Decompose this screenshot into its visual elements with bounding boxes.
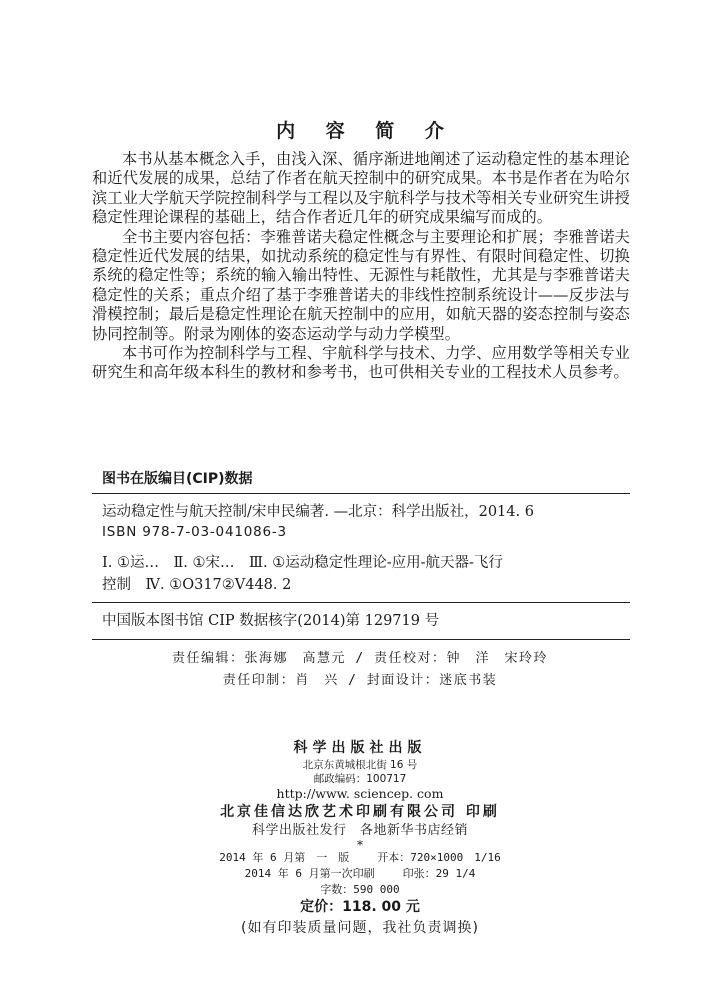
printing-row: [0, 866, 720, 882]
publisher-postcode: 邮政编码：100717: [313, 773, 407, 785]
summary-section: [92, 150, 630, 383]
cip-top-rule: [92, 493, 630, 494]
editors-line: 责任编辑：张海娜 高慧元 / 责任校对：钟 洋 宋玲玲: [172, 651, 548, 666]
summary-paragraph: 本书从基本概念入手，由浅入深、循序渐进地阐述了运动稳定性的基本理论和近代发展的成果，总结了作者在航天控制中的研究成果。本书是作者在为哈尔滨工业大学航天学院控制科学与工程以及宇航科学与技术等相关专业研究生讲授稳定性理论课程的基础上，结合作者近几年的研究成果编写而成的。: [92, 150, 630, 227]
summary-paragraph: 本书可作为控制科学与工程、宇航科学与技术、力学、应用数学等相关专业研究生和高年级本科生的教材和参考书，也可供相关专业的工程技术人员参考。: [92, 344, 630, 382]
book-format: 开本：720×1000 1/16: [377, 851, 501, 864]
page-title: 内 容 简 介: [276, 120, 456, 142]
cip-heading: 图书在版编目(CIP)数据: [102, 471, 253, 487]
price-line: 定价：118. 00 元: [300, 899, 420, 915]
separator-star: *: [357, 838, 363, 852]
print-sheets: 印张：29 1/4: [402, 867, 476, 880]
edition-date-first: 2014 年 6 月第 一 版: [219, 851, 350, 864]
edition-row: [0, 850, 720, 866]
cip-catalog-line: 运动稳定性与航天控制/宋申民编著. —北京：科学出版社，2014. 6: [102, 504, 534, 520]
quality-notice: (如有印装质量问题，我社负责调换): [241, 920, 479, 936]
cip-bottom-rule: [92, 639, 630, 640]
cip-section: [92, 468, 630, 640]
imprint-section: [0, 738, 720, 939]
cip-classification-line: Ⅰ. ①运… Ⅱ. ①宋… Ⅲ. ①运动稳定性理论-应用-航天器-飞行: [102, 555, 503, 571]
publisher-line: 科学出版社出版: [293, 740, 427, 756]
distribution-line: 科学出版社发行 各地新华书店经销: [251, 823, 468, 838]
editors-section: [0, 648, 720, 692]
cip-isbn: ISBN 978-7-03-041086-3: [102, 524, 287, 540]
printer-line: 北京佳信达欣艺术印刷有限公司 印刷: [220, 804, 500, 820]
editors-line: 责任印制：肖 兴 / 封面设计：迷底书装: [222, 673, 498, 688]
summary-paragraph: 全书主要内容包括：李雅普诺夫稳定性概念与主要理论和扩展；李雅普诺夫稳定性近代发展的结果，如扰动系统的稳定性与有界性、有限时间稳定性、切换系统的稳定性等；系统的输入输出特性、无源性与耗散性，尤其是与李雅普诺夫稳定性的关系；重点介绍了基于李雅普诺夫的非线性控制系统设计——反步法与滑模控制；最后是稳定性理论在航天控制中的应用，如航天器的姿态控制与姿态协同控制等。附录为刚体的姿态运动学与动力学模型。: [92, 227, 630, 343]
edition-date-printing: 2014 年 6 月第一次印刷: [244, 867, 375, 880]
publisher-address: 北京东黄城根北街 16 号: [302, 759, 418, 771]
cip-verification: 中国版本图书馆 CIP 数据核字(2014)第 129719 号: [102, 613, 440, 629]
word-count: 字数：590 000: [320, 883, 400, 896]
cip-classification-line: 控制 Ⅳ. ①O317②V448. 2: [102, 577, 292, 593]
publisher-url: http://www. sciencep. com: [276, 786, 444, 801]
